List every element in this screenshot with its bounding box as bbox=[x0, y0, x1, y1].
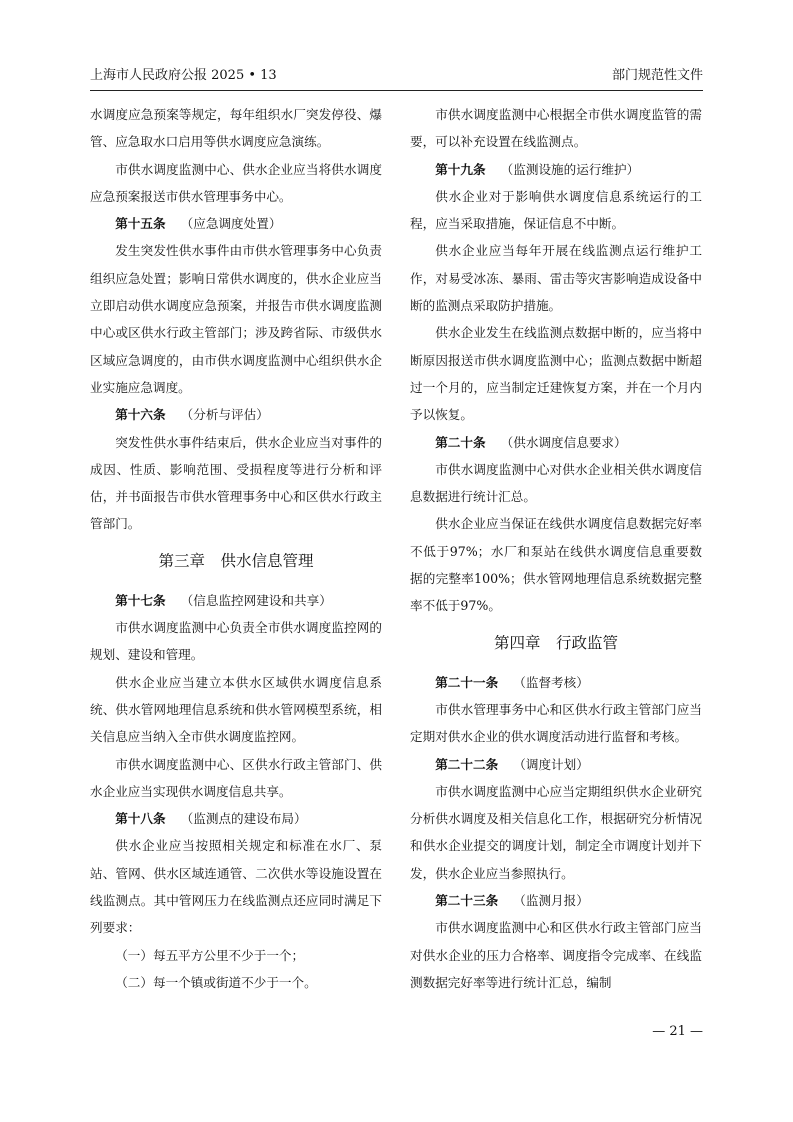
article-heading bbox=[410, 156, 702, 183]
paragraph: 供水企业对于影响供水调度信息系统运行的工程，应当采取措施，保证信息不中断。 bbox=[410, 188, 702, 232]
article-title: （供水调度信息要求） bbox=[500, 434, 627, 450]
article-number: 第十九条 bbox=[435, 161, 486, 177]
section-label: 部门规范性文件 bbox=[611, 68, 703, 83]
paragraph: （二）每一个镇或街道不少于一个。 bbox=[115, 974, 317, 990]
paragraph: 发生突发性供水事件由市供水管理事务中心负责组织应急处置；影响日常供水调度的，供水企业应当立即启动供水调度应急预案，并报告市供水调度监测中心或区供水行政主管部门；涉及跨省际、市级供水区域应急调度的，由市供水调度监测中心组织供水企业实施应急调度。 bbox=[90, 243, 382, 395]
bulletin-title: 上海市人民政府公报 2025 • 13 bbox=[90, 68, 277, 83]
paragraph: 市供水调度监测中心、区供水行政主管部门、供水企业应当实现供水调度信息共享。 bbox=[90, 756, 382, 799]
left-column bbox=[90, 101, 382, 996]
paragraph: 突发性供水事件结束后，供水企业应当对事件的成因、性质、影响范围、受损程度等进行分析和评估，并书面报告市供水管理事务中心和区供水行政主管部门。 bbox=[90, 434, 382, 532]
paragraph: 水调度应急预案等规定，每年组织水厂突发停役、爆管、应急取水口启用等供水调度应急演练。 bbox=[90, 107, 382, 150]
article-number: 第十八条 bbox=[115, 811, 166, 827]
header-rule bbox=[90, 90, 703, 91]
article-title: （分析与评估） bbox=[180, 407, 269, 423]
paragraph: 供水企业应当建立本供水区域供水调度信息系统、供水管网地理信息系统和供水管网模型系统，相关信息应当纳入全市供水调度监控网。 bbox=[90, 674, 382, 745]
paragraph: 市供水管理事务中心和区供水行政主管部门应当定期对供水企业的供水调度活动进行监督和考核。 bbox=[410, 701, 702, 745]
article-heading bbox=[410, 751, 702, 778]
paragraph: 市供水调度监测中心根据全市供水调度监管的需要，可以补充设置在线监测点。 bbox=[410, 107, 702, 150]
paragraph: 供水企业应当按照相关规定和标准在水厂、泵站、管网、供水区域连通管、二次供水等设施设置在线监测点。其中管网压力在线监测点还应同时满足下列要求： bbox=[90, 838, 382, 936]
article-title: （监测月报） bbox=[513, 893, 589, 909]
paragraph: 市供水调度监测中心和区供水行政主管部门应当对供水企业的压力合格率、调度指令完成率、在线监测数据完好率等进行统计汇总，编制 bbox=[410, 920, 702, 990]
article-title: （监测设施的运行维护） bbox=[500, 161, 640, 177]
article-number: 第二十条 bbox=[435, 434, 486, 450]
paragraph: 市供水调度监测中心、供水企业应当将供水调度应急预案报送市供水管理事务中心。 bbox=[90, 161, 382, 204]
article-heading bbox=[90, 401, 382, 428]
article-heading bbox=[90, 805, 382, 832]
article-number: 第十七条 bbox=[115, 592, 166, 608]
article-number: 第二十三条 bbox=[435, 893, 499, 909]
article-title: （监测点的建设布局） bbox=[180, 811, 307, 827]
article-number: 第十五条 bbox=[115, 216, 166, 232]
paragraph: 市供水调度监测中心对供水企业相关供水调度信息数据进行统计汇总。 bbox=[410, 461, 702, 505]
paragraph: 供水企业应当每年开展在线监测点运行维护工作，对易受冰冻、暴雨、雷击等灾害影响造成设备中断的监测点采取防护措施。 bbox=[410, 243, 702, 314]
paragraph: 市供水调度监测中心负责全市供水调度监控网的规划、建设和管理。 bbox=[90, 620, 382, 663]
article-heading bbox=[410, 669, 702, 696]
paragraph: 供水企业应当保证在线供水调度信息数据完好率不低于97%；水厂和泵站在线供水调度信息重要数据的完整率100%；供水管网地理信息系统数据完整率不低于97%。 bbox=[410, 516, 702, 614]
chapter-title: 第三章 供水信息管理 bbox=[158, 551, 314, 570]
paragraph: 市供水调度监测中心应当定期组织供水企业研究分析供水调度及相关信息化工作，根据研究分析情况和供水企业提交的调度计划，制定全市调度计划并下发，供水企业应当参照执行。 bbox=[410, 783, 702, 881]
article-heading bbox=[410, 887, 702, 914]
article-number: 第十六条 bbox=[115, 407, 166, 423]
article-heading bbox=[90, 210, 382, 237]
paragraph: （一）每五平方公里不少于一个； bbox=[115, 947, 305, 963]
article-title: （调度计划） bbox=[513, 756, 589, 772]
article-title: （监督考核） bbox=[513, 674, 589, 690]
article-number: 第二十二条 bbox=[435, 756, 499, 772]
article-title: （应急调度处置） bbox=[180, 216, 282, 232]
page-header bbox=[90, 64, 703, 88]
paragraph: 供水企业发生在线监测点数据中断的，应当将中断原因报送市供水调度监测中心；监测点数据中断超过一个月的，应当制定迁建恢复方案，并在一个月内予以恢复。 bbox=[410, 325, 702, 423]
article-heading bbox=[90, 587, 382, 614]
chapter-title: 第四章 行政监管 bbox=[493, 633, 618, 652]
right-column bbox=[410, 101, 702, 996]
article-number: 第二十一条 bbox=[435, 674, 499, 690]
article-heading bbox=[410, 429, 702, 456]
article-title: （信息监控网建设和共享） bbox=[180, 592, 332, 608]
page-number: — 21 — bbox=[652, 1024, 703, 1039]
